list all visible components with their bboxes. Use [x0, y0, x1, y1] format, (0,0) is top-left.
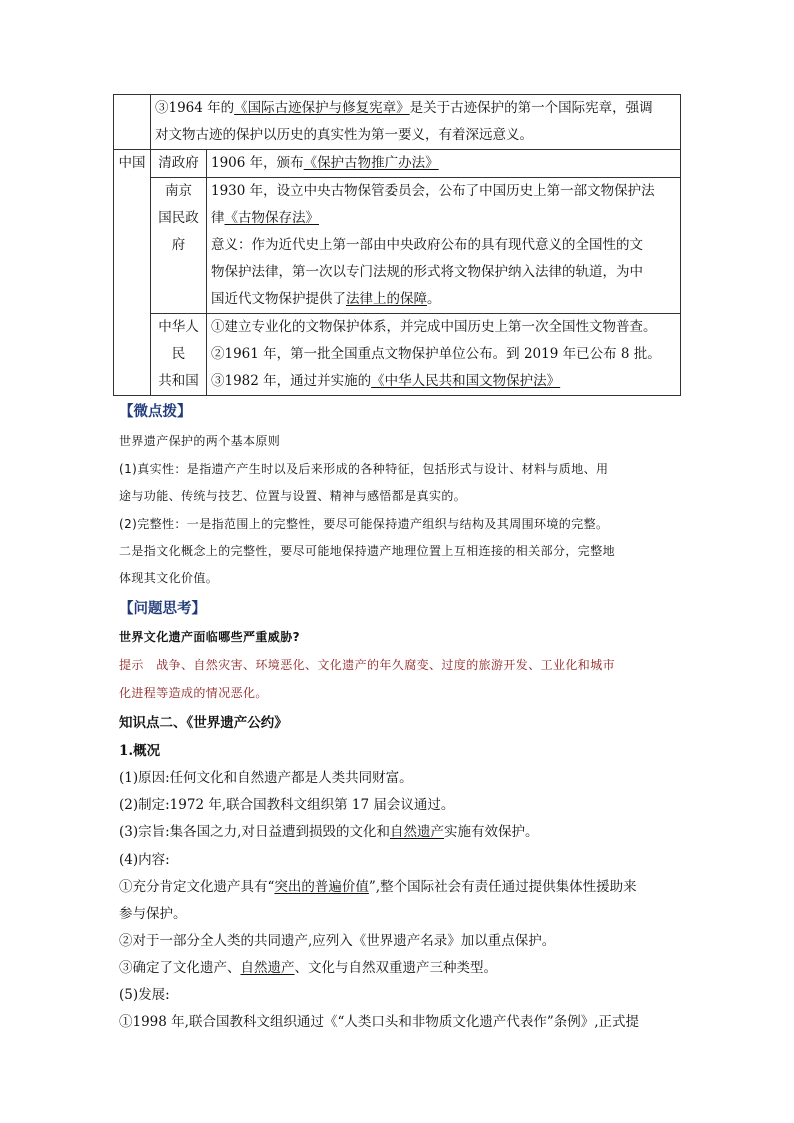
table-cell: ③1964 年的《国际古迹保护与修复宪章》是关于古迹保护的第一个国际宪章，强调 对文物古迹的保护以历史的真实性为第一要义，有着深远意义。 — [151, 95, 681, 150]
authenticity-text: 途与功能、传统与技艺、位置与设置、精神与感悟都是真实的。 — [119, 489, 467, 503]
content-item-1: ①充分肯定文化遗产具有“突出的普遍价值”,整个国际社会有责任通过提供集体性援助来 — [119, 879, 637, 895]
integrity-text: (2)完整性：一是指范围上的完整性，要尽可能保持遗产组织与结构及其周围环境的完整。 — [119, 517, 609, 531]
tip-text: 提示 战争、自然灾害、环境恶化、文化遗产的年久腐变、过度的旅游开发、工业化和城市 — [119, 658, 616, 672]
development-item-1: ①1998 年,联合国教科文组织通过《“人类口头和非物质文化遗产代表作”条例》,正式提 — [119, 1014, 640, 1030]
table-row — [114, 178, 681, 314]
table-cell: ①建立专业化的文物保护体系，并完成中国历史上第一次全国性文物普查。 ②1961 年，第一批全国重点文物保护单位公布。到 2019 年已公布 8 批。 ③1982 年，通过并实施的《中华人民共和国文物保护法》 — [207, 314, 681, 396]
section-overview: 1.概况 — [119, 743, 161, 759]
table-row — [114, 95, 681, 150]
content-item-1-cont: 参与保护。 — [119, 906, 187, 922]
content-label: (4)内容: — [119, 852, 170, 868]
knowledge-title: 知识点二、《世界遗产公约》 — [119, 715, 288, 731]
tip-text: 化进程等造成的情况恶化。 — [119, 686, 268, 700]
protection-history-table — [113, 94, 681, 396]
table-row — [114, 150, 681, 178]
gov-label-qing: 清政府 — [151, 150, 207, 178]
gov-label-prc: 中华人 民 共和国 — [151, 314, 207, 396]
table-row — [114, 314, 681, 396]
reason-text: (1)原因:任何文化和自然遗产都是人类共同财富。 — [119, 770, 413, 786]
content-item-2: ②对于一部分全人类的共同遗产,应列入《世界遗产名录》加以重点保护。 — [119, 933, 556, 949]
table-cell: 1930 年，设立中央古物保管委员会，公布了中国历史上第一部文物保护法 律《古物保存法》 意义：作为近代史上第一部由中央政府公布的具有现代意义的全国性的文 物保护法律，第一次以专门法规的形式将文物保护纳入法律的轨道，为中 国近代文物保护提供了法律上的保障。 — [207, 178, 681, 314]
table-cell: 1906 年，颁布《保护古物推广办法》 — [207, 150, 681, 178]
made-text: (2)制定:1972 年,联合国教科文组织第 17 届会议通过。 — [119, 797, 455, 813]
section-heading-weidianbo: 【微点拨】 — [119, 403, 192, 420]
principle-title: 世界遗产保护的两个基本原则 — [119, 434, 281, 448]
question-text: 世界文化遗产面临哪些严重威胁? — [119, 630, 300, 644]
content-item-3: ③确定了文化遗产、自然遗产、文化与自然双重遗产三种类型。 — [119, 960, 497, 976]
aim-text: (3)宗旨:集各国之力,对日益遭到损毁的文化和自然遗产实施有效保护。 — [119, 824, 539, 840]
integrity-text: 体现其文化价值。 — [119, 571, 219, 585]
region-label: 中国 — [114, 150, 151, 396]
section-heading-wenti: 【问题思考】 — [119, 600, 206, 617]
integrity-text: 二是指文化概念上的完整性，要尽可能地保持遗产地理位置上互相连接的相关部分，完整地 — [119, 544, 616, 558]
table-cell-empty — [114, 95, 151, 150]
authenticity-text: (1)真实性：是指遗产产生时以及后来形成的各种特征，包括形式与设计、材料与质地、用 — [119, 462, 609, 476]
gov-label-nanjing: 南京 国民政 府 — [151, 178, 207, 314]
development-label: (5)发展: — [119, 987, 170, 1003]
